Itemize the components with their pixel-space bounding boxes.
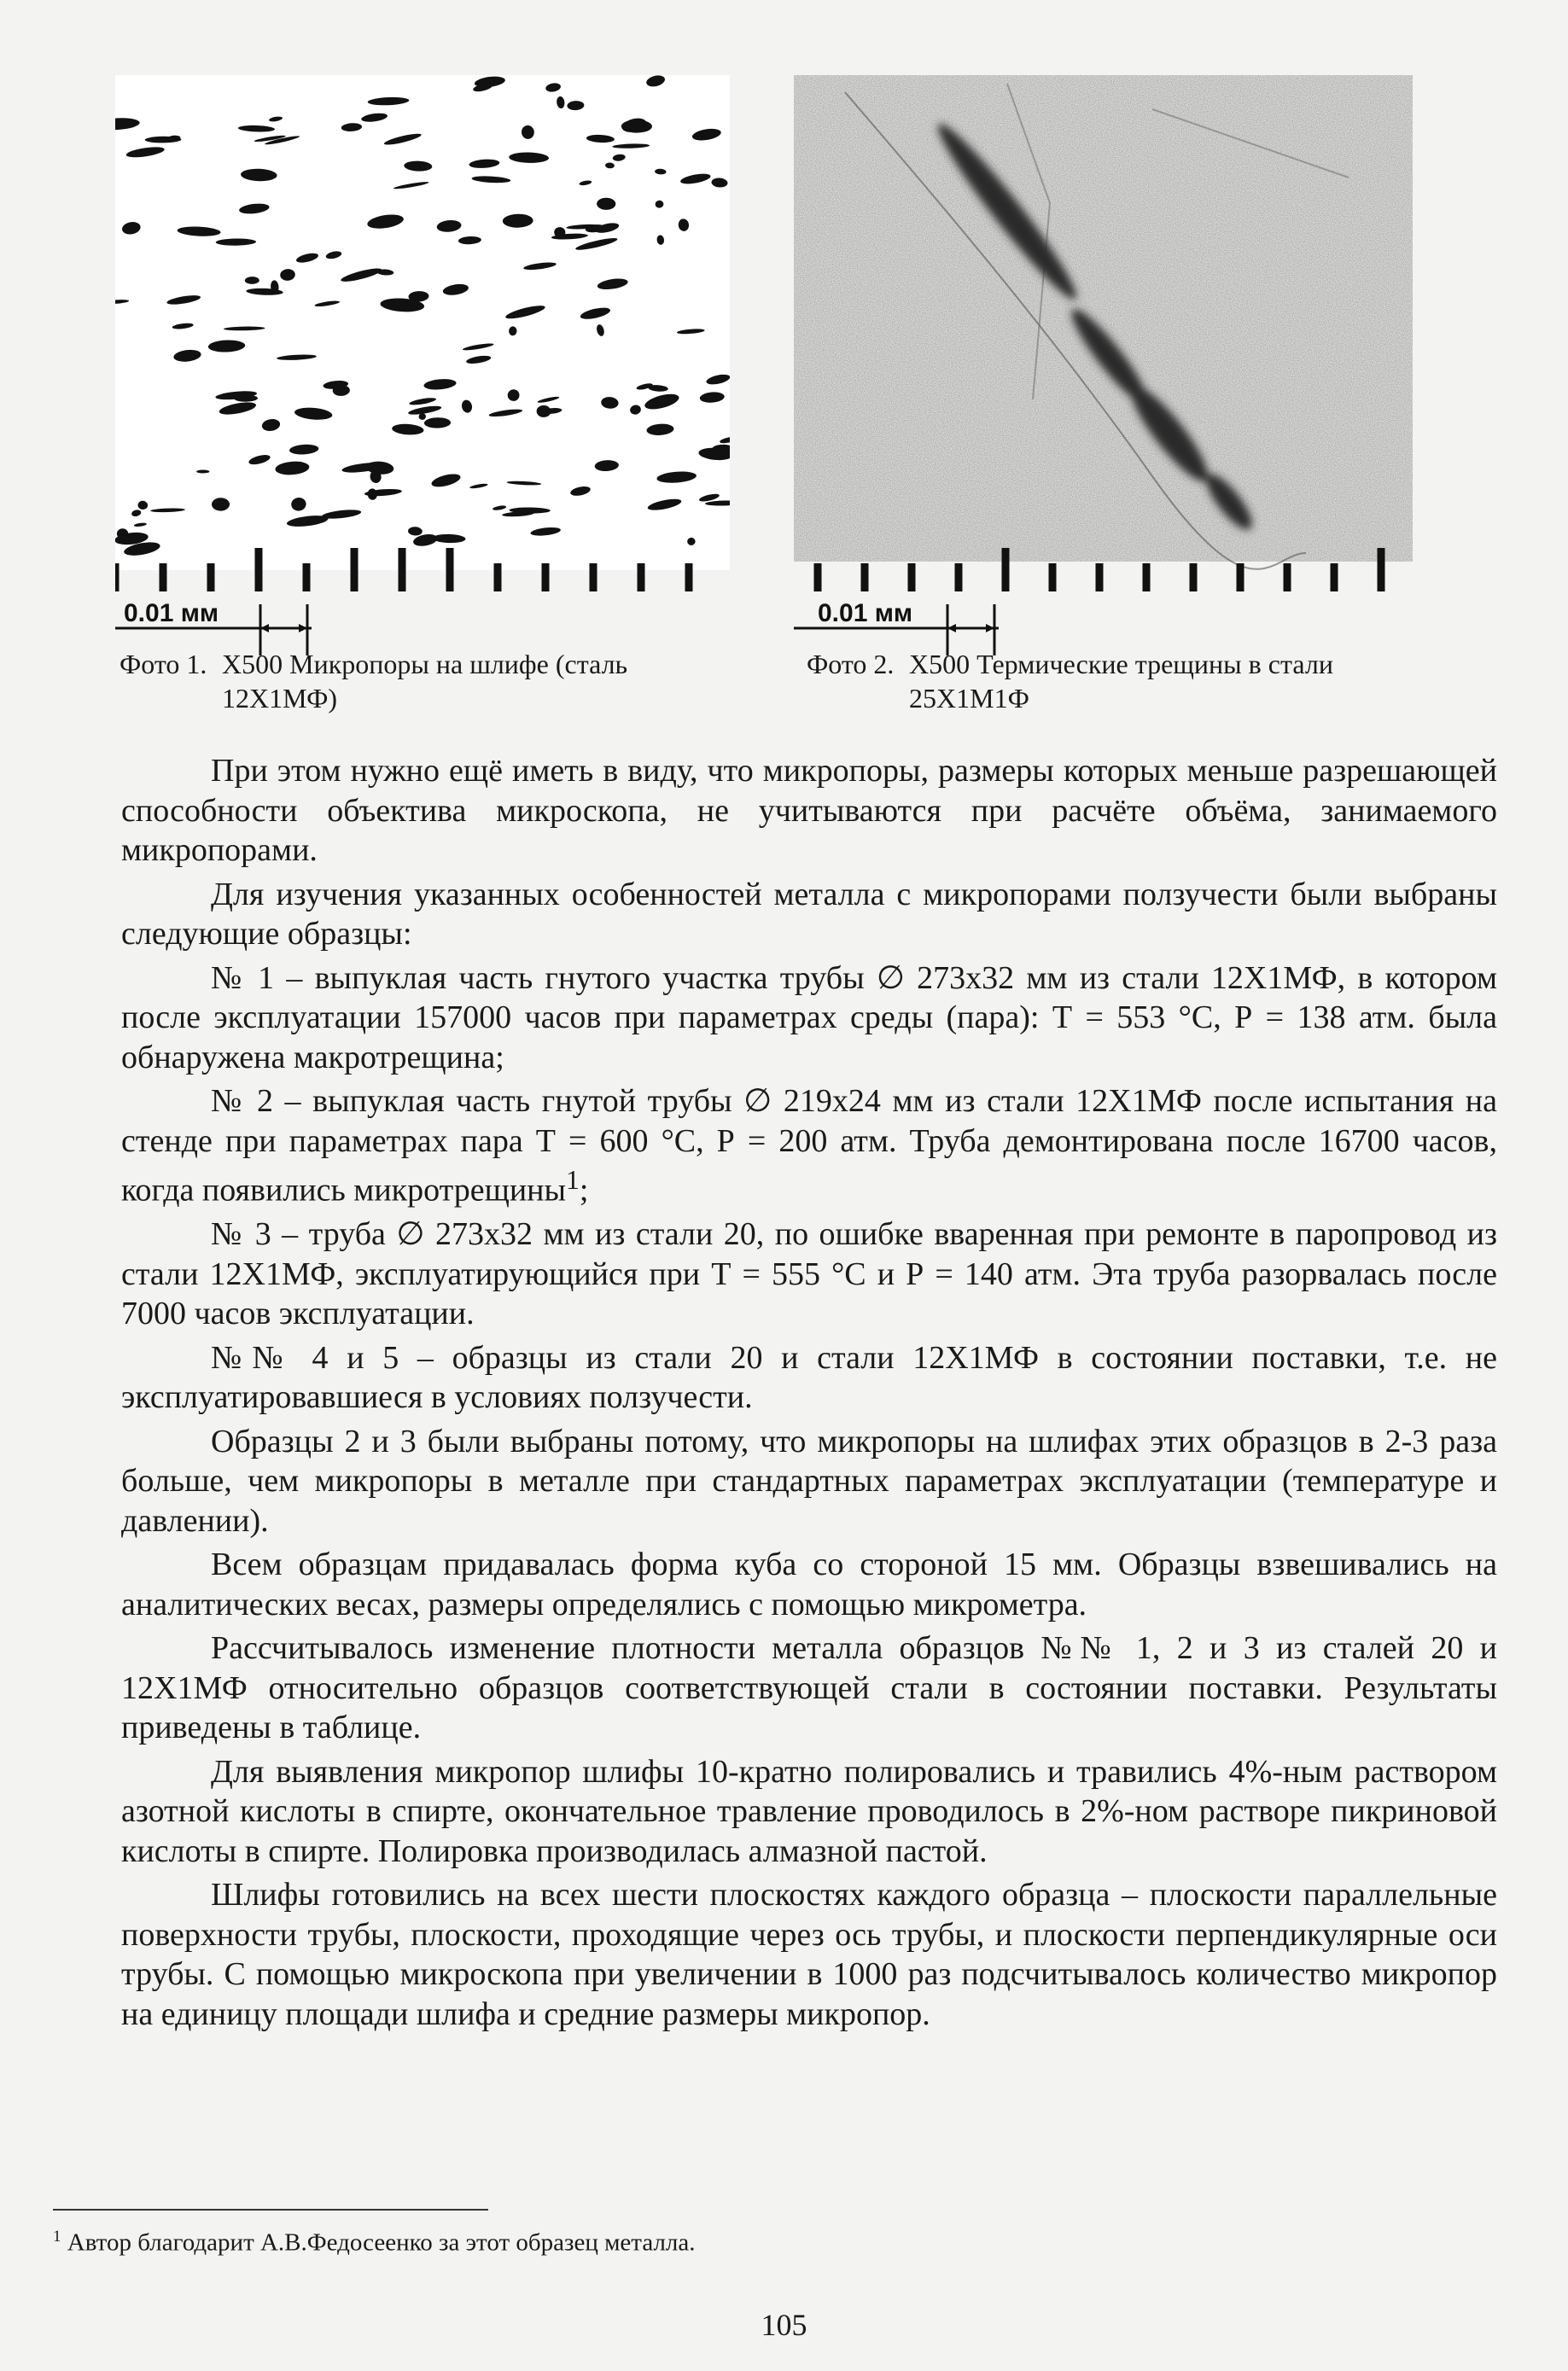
footnote-divider bbox=[53, 2209, 488, 2211]
body-text bbox=[121, 751, 1497, 2038]
caption-number: Фото 1. bbox=[119, 649, 207, 679]
footnote-text: Автор благодарит А.В.Федосеенко за этот образец металла. bbox=[67, 2228, 696, 2257]
page-number: 105 bbox=[761, 2308, 807, 2342]
paragraph: Рассчитывалось изменение плотности металла образцов №№ 1, 2 и 3 из сталей 20 и 12Х1МФ относительно образцов соответствующей стали в состоянии поставки. Результаты приведены в таблице. bbox=[121, 1630, 1497, 1746]
scale-bar-label: 0.01 мм bbox=[124, 599, 219, 627]
footnote-number: 1 bbox=[53, 2228, 61, 2246]
photo-caption-2 bbox=[807, 647, 1455, 715]
footnote bbox=[53, 2228, 696, 2257]
photo-caption-1 bbox=[119, 647, 768, 715]
paragraph: Для изучения указанных особенностей металла с микропорами ползучести были выбраны следующие образцы: bbox=[121, 876, 1497, 952]
paragraph-text: № 2 – выпуклая часть гнутой трубы ∅ 219х24 мм из стали 12Х1МФ после испытания на стенде при параметрах пара Т = 600 °С, Р = 200 атм. Труба демонтирована после 16700 часов, когда появились микротрещины bbox=[121, 1083, 1497, 1209]
paragraph: Всем образцам придавалась форма куба со стороной 15 мм. Образцы взвешивались на аналитических весах, размеры определялись с помощью микрометра. bbox=[121, 1547, 1497, 1622]
paragraph: Образцы 2 и 3 были выбраны потому, что микропоры на шлифах этих образцов в 2-3 раза больше, чем микропоры в металле при стандартных параметрах эксплуатации (температуре и давлении). bbox=[121, 1423, 1497, 1539]
micrograph-photo-1 bbox=[115, 75, 730, 655]
caption-text: X500 Термические трещины в стали 25Х1М1Ф bbox=[909, 649, 1333, 714]
paragraph: При этом нужно ещё иметь в виду, что микропоры, размеры которых меньше разрешающей способности объектива микроскопа, не учитываются при расчёте объёма, занимаемого микропорами. bbox=[121, 753, 1497, 868]
caption-number: Фото 2. bbox=[807, 649, 895, 679]
paragraph-ending: ; bbox=[579, 1172, 589, 1209]
paragraph: № 3 – труба ∅ 273х32 мм из стали 20, по ошибке вваренная при ремонте в паропровод из стали 12Х1МФ, эксплуатирующийся при Т = 555 °С и Р = 140 атм. Эта труба разорвалась после 7000 часов эксплуатации. bbox=[121, 1216, 1497, 1332]
footnote-marker: 1 bbox=[566, 1165, 580, 1195]
caption-text: X500 Микропоры на шлифе (сталь 12Х1МФ) bbox=[222, 649, 628, 714]
micrograph-photo-2 bbox=[794, 75, 1413, 655]
paragraph: Для выявления микропор шлифы 10-кратно полировались и травились 4%-ным раствором азотной кислоты в спирте, окончательное травление проводилось в 2%-ном растворе пикриновой кислоты в спирте. Полировка производилась алмазной пастой. bbox=[121, 1753, 1497, 1869]
paragraph: Шлифы готовились на всех шести плоскостях каждого образца – плоскости параллельные поверхности трубы, плоскости, проходящие через ось трубы, и плоскости перпендикулярные оси трубы. С помощью микроскопа при увеличении в 1000 раз подсчитывалось количество микропор на единицу площади шлифа и средние размеры микропор. bbox=[121, 1877, 1497, 2032]
scale-bar-label: 0.01 мм bbox=[818, 599, 913, 627]
paragraph: № 1 – выпуклая часть гнутого участка трубы ∅ 273х32 мм из стали 12Х1МФ, в котором после эксплуатации 157000 часов при параметрах среды (пара): Т = 553 °С, Р = 138 атм. была обнаружена макротрещина; bbox=[121, 959, 1497, 1075]
paragraph bbox=[121, 1081, 1497, 1210]
paragraph: №№ 4 и 5 – образцы из стали 20 и стали 12Х1МФ в состоянии поставки, т.е. не эксплуатировавшиеся в условиях ползучести. bbox=[121, 1339, 1497, 1416]
